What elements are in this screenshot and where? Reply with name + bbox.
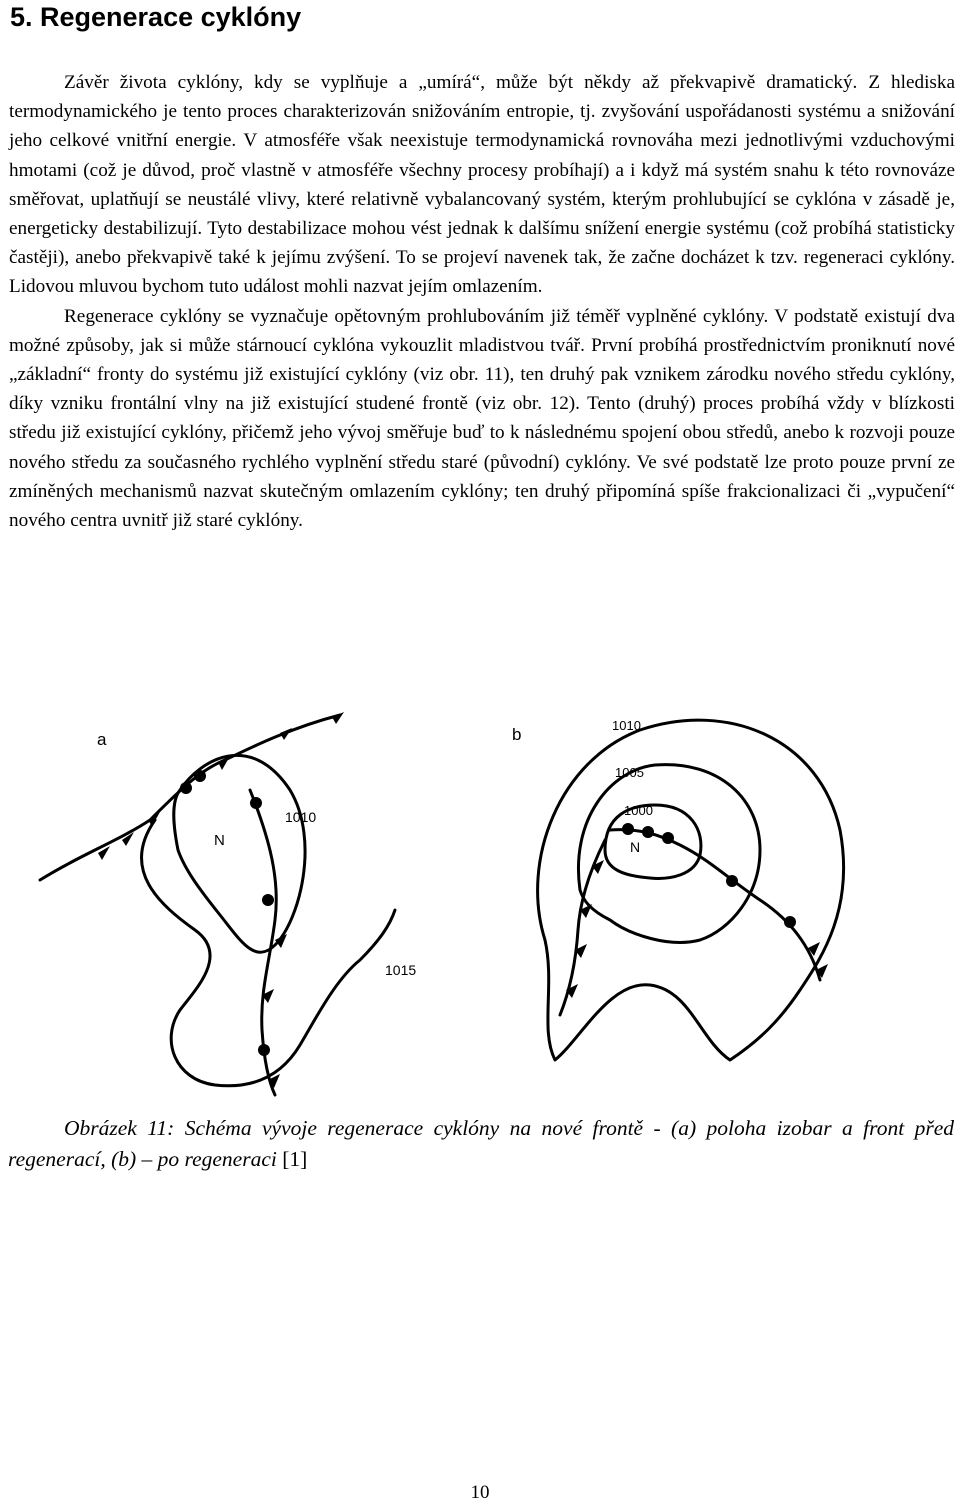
page-number: 10	[470, 1482, 490, 1503]
panel-a	[40, 712, 416, 1095]
caption-text: Obrázek 11: Schéma vývoje regenerace cyklóny na nové frontě - (a) poloha izobar a front před regenerací, (b) – po regeneraci	[8, 1116, 954, 1171]
paragraph-2: Regenerace cyklóny se vyznačuje opětovným prohlubováním již téměř vyplněné cyklóny. V podstatě existují dva možné způsoby, jak si může stárnoucí cyklóna vykouzlit mladistvou tvář. První probíhá prostřednictvím proniknutí nové „základní“ fronty do systému již existující cyklóny (viz obr. 11), ten druhý pak vznikem zárodku nového středu cyklóny, díky vzniku frontální vlny na již existující studené frontě (viz obr. 12). Tento (druhý) proces probíhá vždy v blízkosti středu již existující cyklóny, přičemž jeho vývoj směřuje buď to k následnému spojení obou středů, anebo k rozvoji pouze nového středu za současného rychlého vyplnění středu staré (původní) cyklóny. Ve své podstatě lze proto pouze první ze zmíněných mechanismů nazvat skutečným omlazením cyklóny; ten druhý připomíná spíše frakcionalizaci či „vypučení“ nového centra uvnitř již staré cyklóny.	[9, 305, 955, 532]
panel-b-isobar-1005-label: 1005	[615, 765, 644, 780]
panel-b-front-right	[610, 830, 820, 980]
panel-a-isobar-1010	[174, 755, 305, 952]
panel-b-isobar-1010-label: 1010	[612, 718, 641, 733]
panel-a-isobar-1010-label: 1010	[285, 809, 317, 825]
panel-b-low-label: N	[630, 839, 641, 855]
paragraph-1: Závěr života cyklóny, kdy se vyplňuje a „umírá“, může být někdy až překvapivě dramatický. Z hlediska termodynamického je tento proces charakterizován snižováním entropie, tj. zvyšování uspořádanosti systému a snižování jeho celkové vnitřní energie. V atmosféře však neexistuje termodynamická rovnováha mezi jednotlivými vzduchovými hmotami (což je důvod, proč vlastně v atmosféře všechny procesy probíhají) a i když má systém snahu k této rovnováze směřovat, uplatňují se neustálé vlivy, které relativně vybalancovaný systém, kterým prohlubující se cyklóna v zásadě je, energeticky destabilizují. Tyto destabilizace mohou vést jednak k dalšímu snížení energie systému (což probíhá statisticky častěji), anebo překvapivě také k jejímu zvýšení. To se projeví navenek tak, že začne docházet k tzv. regeneraci cyklóny. Lidovou mluvou bychom tuto událost mohli nazvat jejím omlazením.	[9, 72, 955, 298]
panel-a-isobar-1015-label: 1015	[385, 962, 417, 978]
panel-b-isobar-1010	[538, 720, 844, 1060]
caption-reference: [1]	[276, 1147, 308, 1171]
cyclone-regeneration-figure	[0, 695, 960, 1115]
panel-b-isobar-1000	[605, 805, 701, 878]
panel-a-low-label: N	[214, 832, 225, 849]
section-heading: 5. Regenerace cyklóny	[10, 2, 302, 32]
panel-b	[512, 718, 844, 1060]
figure-caption	[8, 1113, 954, 1175]
panel-b-front-right-symbols	[622, 823, 828, 978]
panel-b-isobar-1000-label: 1000	[624, 803, 653, 818]
panel-a-letter: a	[97, 730, 107, 749]
panel-b-letter: b	[512, 725, 522, 744]
body-text	[9, 68, 955, 535]
